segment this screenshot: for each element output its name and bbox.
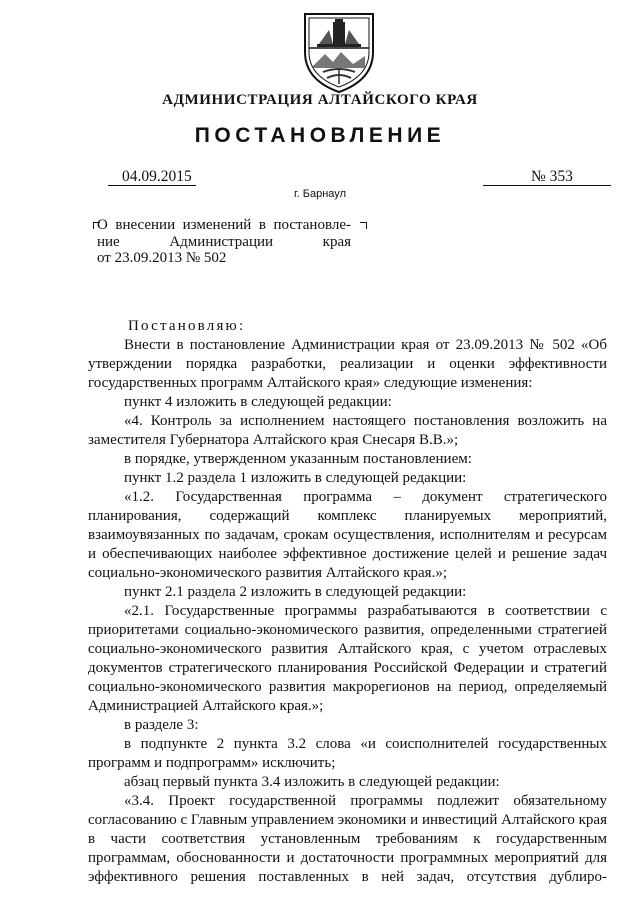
document-body xyxy=(88,317,607,887)
document-type-title: ПОСТАНОВЛЕНИЕ xyxy=(194,124,446,147)
document-number: № 353 xyxy=(531,168,573,185)
subject-bracket-right xyxy=(360,222,367,229)
body-paragraph-2: пункт 4 изложить в следующей редакции: xyxy=(124,394,392,410)
coat-of-arms-icon xyxy=(299,8,379,94)
body-paragraph-7: пункт 2.1 раздела 2 изложить в следующей редакции: xyxy=(124,584,467,600)
body-paragraph-10: в подпункте 2 пункта 3.2 слова «и соисполнителей государственных программ и подпрограмм» исключить; xyxy=(88,736,607,771)
subject-line-2: ние Администрации края xyxy=(97,233,351,250)
city-name: г. Барнаул xyxy=(294,188,346,200)
body-paragraph-11: абзац первый пункта 3.4 изложить в следующей редакции: xyxy=(124,774,500,790)
body-paragraph-8: «2.1. Государственные программы разрабатываются в соответствии с приоритетами социально-экономического развития, определенными стратегией социально-экономического развития Алтайского края, с учетом отраслевых документов стратегического планирования Российской Федерации и стратегий социально-экономического развития макрорегионов на период, определяемый Администрацией Алтайского края.»; xyxy=(88,603,607,714)
body-paragraph-3: «4. Контроль за исполнением настоящего постановления возложить на заместителя Губернатора Алтайского края Снесаря В.В.»; xyxy=(88,413,607,448)
subject-line-1: О внесении изменений в постановле- xyxy=(97,217,351,233)
document-date: 04.09.2015 xyxy=(122,168,192,185)
body-paragraph-4: в порядке, утвержденном указанным постановлением: xyxy=(124,451,472,467)
date-underline xyxy=(108,185,196,186)
number-underline xyxy=(483,185,611,186)
decree-word: Постановляю: xyxy=(128,318,246,334)
organization-name: АДМИНИСТРАЦИЯ АЛТАЙСКОГО КРАЯ xyxy=(162,92,478,108)
body-paragraph-5: пункт 1.2 раздела 1 изложить в следующей редакции: xyxy=(124,470,467,486)
document-subject xyxy=(97,217,351,267)
body-paragraph-6: «1.2. Государственная программа – документ стратегического планирования, содержащий комплекс планируемых мероприятий, взаимоувязанных по задачам, срокам осуществления, исполнителям и ресурсам и обеспечивающих наиболее эффективное достижение целей и решение задач социально-экономического развития Алтайского края.»; xyxy=(88,489,607,581)
subject-line-3: от 23.09.2013 № 502 xyxy=(97,250,227,266)
body-paragraph-12: «3.4. Проект государственной программы подлежит обязательному согласованию с Главным управлением экономики и инвестиций Алтайского края в части соответствия установленным требованиям к государственным программам, обоснованности и достаточности программных мероприятий для эффективного решения поставленных в ней задач, отсутствия дублиро- xyxy=(88,793,607,885)
body-paragraph-9: в разделе 3: xyxy=(124,717,199,733)
body-paragraph-1: Внести в постановление Администрации края от 23.09.2013 № 502 «Об утверждении порядка разработки, реализации и оценки эффективности государственных программ Алтайского края» следующие изменения: xyxy=(88,337,607,391)
